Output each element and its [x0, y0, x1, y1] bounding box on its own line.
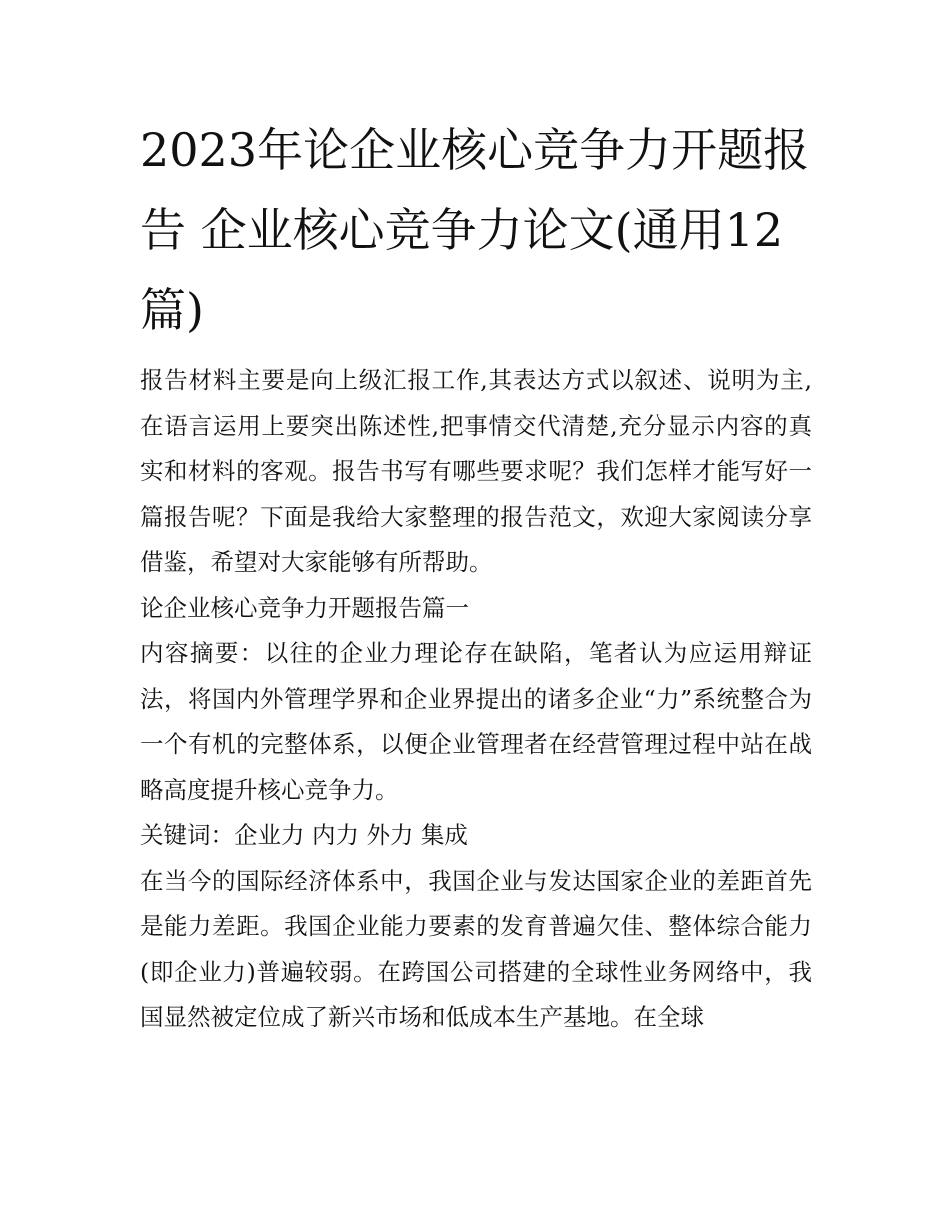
section-heading: 论企业核心竞争力开题报告篇一 — [140, 593, 469, 622]
intro-paragraph: 报告材料主要是向上级汇报工作,其表达方式以叙述、说明为主,在语言运用上要突出陈述性,把事情交代清楚,充分显示内容的真实和材料的客观。报告书写有哪些要求呢？我们怎样才能写好一篇报告呢？下面是我给大家整理的报告范文，欢迎大家阅读分享借鉴，希望对大家能够有所帮助。 — [140, 366, 812, 576]
document-page — [140, 110, 812, 1041]
body-paragraph: 在当今的国际经济体系中，我国企业与发达国家企业的差距首先是能力差距。我国企业能力要素的发育普遍欠佳、整体综合能力(即企业力)普遍较弱。在跨国公司搭建的全球性业务网络中，我国显然被定位成了新兴市场和低成本生产基地。在全球 — [140, 866, 812, 1031]
document-title: 2023年论企业核心竞争力开题报告 企业核心竞争力论文(通用12篇) — [140, 123, 810, 337]
keywords-line: 关键词：企业力 内力 外力 集成 — [140, 821, 468, 849]
abstract-paragraph: 内容摘要：以往的企业力理论存在缺陷，笔者认为应运用辩证法，将国内外管理学界和企业界提出的诸多企业“力”系统整合为一个有机的完整体系，以便企业管理者在经营管理过程中站在战略高度提升核心竞争力。 — [140, 639, 812, 804]
document-body — [140, 358, 812, 1041]
